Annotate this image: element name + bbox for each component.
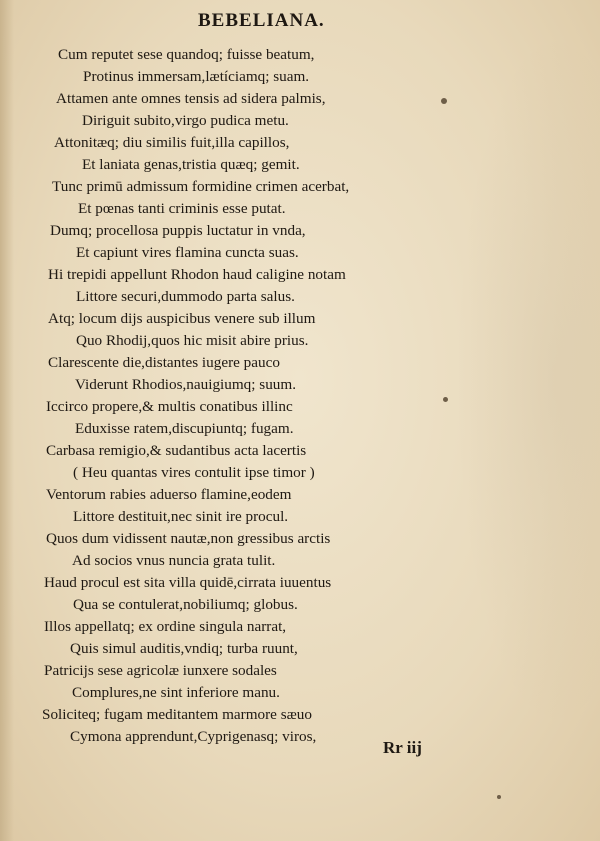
verse-line: Attamen ante omnes tensis ad sidera palmis,: [56, 90, 326, 107]
verse-line: Attonitæq; diu similis fuit,illa capillos,: [54, 134, 290, 151]
verse-line: Quis simul auditis,vndiq; turba ruunt,: [70, 640, 298, 657]
verse-line: Tunc primū admissum formidine crimen acerbat,: [52, 178, 350, 195]
verse-line: Et pœnas tanti criminis esse putat.: [78, 200, 286, 217]
ink-spot: [441, 98, 447, 104]
verse-line: Qua se contulerat,nobiliumq; globus.: [73, 596, 298, 613]
verse-line: Quos dum vidissent nautæ,non gressibus arctis: [46, 530, 331, 547]
ink-spot: [443, 397, 448, 402]
ink-spot: [497, 795, 501, 799]
verse-line: Carbasa remigio,& sudantibus acta lacertis: [46, 442, 307, 459]
verse-line: Illos appellatq; ex ordine singula narrat,: [44, 618, 287, 635]
verse-line: Cymona apprendunt,Cyprigenasq; viros,: [70, 728, 317, 745]
verse-line: Complures,ne sint inferiore manu.: [72, 684, 280, 701]
verse-line: Ad socios vnus nuncia grata tulit.: [72, 552, 276, 569]
verse-line: ( Heu quantas vires contulit ipse timor ): [73, 464, 315, 481]
verse-line: Cum reputet sese quandoq; fuisse beatum,: [58, 46, 315, 63]
verse-line: Dumq; procellosa puppis luctatur in vnda,: [50, 222, 306, 239]
verse-line: Littore securi,dummodo parta salus.: [76, 288, 295, 305]
verse-line: Protinus immersam,lætíciamq; suam.: [83, 68, 310, 85]
verse-line: Ventorum rabies aduerso flamine,eodem: [46, 486, 292, 503]
verse-line: Haud procul est sita villa quidē,cirrata iuuentus: [44, 574, 332, 591]
verse-line: Et laniata genas,tristia quæq; gemit.: [82, 156, 300, 173]
show-through-bleed: [455, 30, 600, 730]
verse-line: Viderunt Rhodios,nauigiumq; suum.: [75, 376, 296, 393]
verse-line: Et capiunt vires flamina cuncta suas.: [76, 244, 299, 261]
page-gutter-shadow: [0, 0, 14, 841]
verse-line: Atq; locum dijs auspicibus venere sub illum: [48, 310, 316, 327]
verse-line: Clarescente die,distantes iugere pauco: [48, 354, 280, 371]
signature-mark: Rr iij: [383, 738, 422, 757]
verse-line: Soliciteq; fugam meditantem marmore sæuo: [42, 706, 312, 723]
verse-line: Diriguit subito,virgo pudica metu.: [82, 112, 289, 129]
verse-line: Hi trepidi appellunt Rhodon haud caligine notam: [48, 266, 346, 283]
verse-line: Littore destituit,nec sinit ire procul.: [73, 508, 289, 525]
verse-line: Eduxisse ratem,discupiuntq; fugam.: [75, 420, 294, 437]
verse-line: Patricijs sese agricolæ iunxere sodales: [44, 662, 277, 679]
running-header: BEBELIANA.: [198, 10, 325, 31]
verse-line: Iccirco propere,& multis conatibus illinc: [46, 398, 293, 415]
verse-line: Quo Rhodij,quos hic misit abire prius.: [76, 332, 309, 349]
